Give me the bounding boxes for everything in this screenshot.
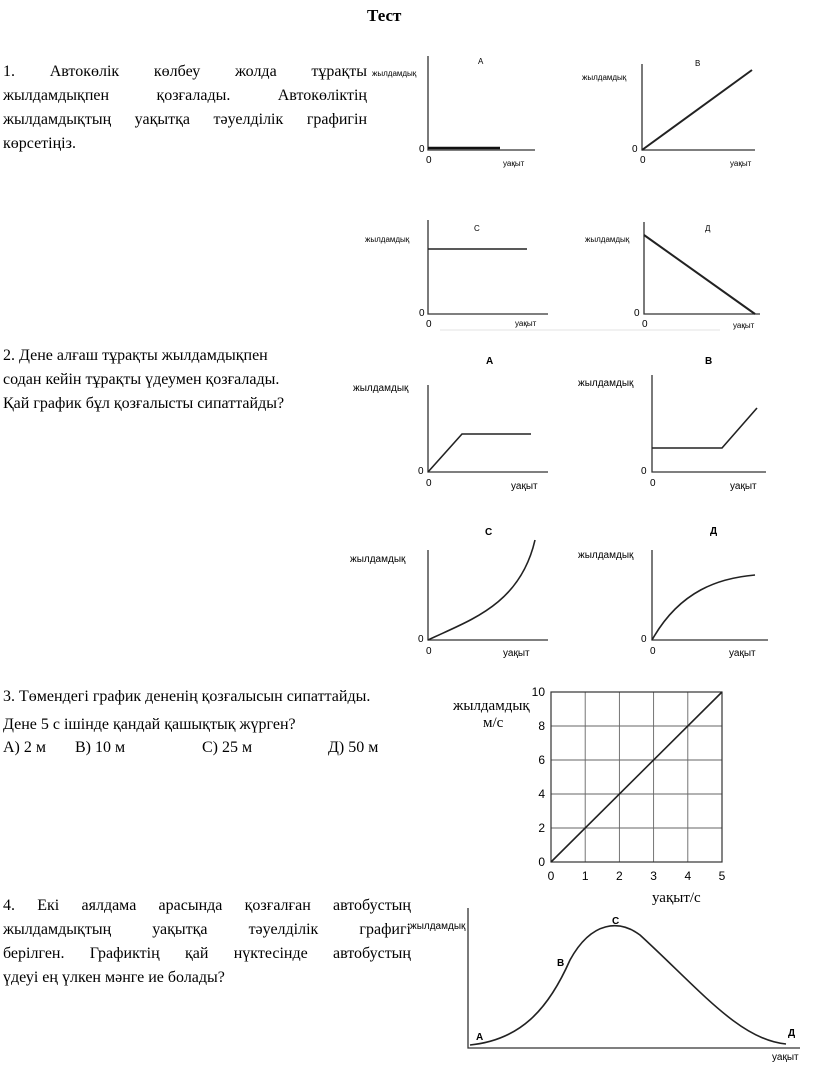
- q2-graph-a-origin-x: 0: [426, 478, 432, 489]
- q3-chart-ylabel-2: м/с: [483, 715, 504, 731]
- q4-graph-xlabel: уақыт: [772, 1052, 799, 1063]
- q1-graph-a-origin-x: 0: [426, 155, 432, 166]
- q3-ytick-label: 10: [531, 685, 545, 699]
- q1-graph-c-origin-y: 0: [419, 308, 425, 319]
- q3-line1: 3. Төмендегі график дененің қозғалысын сипаттайды.: [3, 688, 371, 705]
- q2-graph-d-origin-y: 0: [641, 634, 647, 645]
- q4-point-b: В: [557, 958, 565, 969]
- q3-option-a[interactable]: А) 2 м: [3, 739, 47, 756]
- q3-xtick-label: 5: [718, 869, 726, 883]
- q4-line: үдеуі ең үлкен мәнге ие болады?: [3, 969, 225, 986]
- q1-graph-b-origin-x: 0: [640, 155, 646, 166]
- q3-xtick-label: 1: [581, 869, 589, 883]
- q3-xtick-label: 4: [684, 869, 692, 883]
- q1-line: жылдамдықпен қозғалады. Автокөліктің: [3, 87, 367, 104]
- q2-line: содан кейін тұрақты үдеумен қозғалады.: [3, 371, 280, 388]
- q2-graph-b-xlabel: уақыт: [730, 481, 757, 492]
- q2-graph-a-origin-y: 0: [418, 466, 424, 477]
- q3-ytick-label: 6: [538, 753, 545, 767]
- page-title: Тест: [367, 6, 402, 25]
- q2-graph-d-xlabel: уақыт: [729, 648, 756, 659]
- q1-graph-d-letter: Д: [705, 224, 711, 233]
- q2-graph-c-origin-x: 0: [426, 646, 432, 657]
- q1-graph-c-xlabel: уақыт: [515, 319, 537, 328]
- q1-line: жылдамдықтың уақытқа тәуелділік графигін: [3, 111, 367, 128]
- q2-graph-c-xlabel: уақыт: [503, 648, 530, 659]
- q2-graph-b-ylabel: жылдамдық: [578, 378, 634, 389]
- q3-line2: Дене 5 с ішінде қандай қашықтық жүрген?: [3, 716, 296, 733]
- q1-graph-d-xlabel: уақыт: [733, 321, 755, 330]
- q1-graph-b-origin-y: 0: [632, 144, 638, 155]
- q2-line: Қай график бұл қозғалысты сипаттайды?: [3, 395, 285, 412]
- q3-xtick-label: 2: [616, 869, 623, 883]
- q4-graph-axes: [468, 908, 800, 1048]
- q2-graph-a-letter: А: [486, 356, 494, 367]
- q2-graph-c-letter: С: [485, 527, 493, 538]
- q4-graph-ylabel: жылдамдық: [410, 921, 466, 932]
- q3-ytick-label: 2: [538, 821, 545, 835]
- q3-xtick-label: 3: [650, 869, 657, 883]
- q2-graph-a-ylabel: жылдамдық: [353, 383, 409, 394]
- q3-option-b[interactable]: В) 10 м: [75, 739, 126, 756]
- q1-graph-d-origin-y: 0: [634, 308, 640, 319]
- q1-line: 1. Автокөлік көлбеу жолда тұрақты: [3, 63, 367, 80]
- q2-graph-b-origin-y: 0: [641, 466, 647, 477]
- q1-graph-b-ylabel: жылдамдық: [582, 73, 627, 82]
- q2-graph-d-origin-x: 0: [650, 646, 656, 657]
- q2-graph-c-ylabel: жылдамдық: [350, 554, 406, 565]
- q3-ytick-label: 8: [538, 719, 545, 733]
- q2-line: 2. Дене алғаш тұрақты жылдамдықпен: [3, 347, 268, 364]
- q2-graph-b-origin-x: 0: [650, 478, 656, 489]
- q4-line: 4. Екі аялдама арасында қозғалған автобустың: [3, 897, 411, 914]
- q1-graph-d-ylabel: жылдамдық: [585, 235, 630, 244]
- q1-graph-b-letter: В: [695, 59, 701, 68]
- q1-graph-a-xlabel: уақыт: [503, 159, 525, 168]
- q4-graph-curve: [470, 926, 786, 1045]
- q2-graph-a-xlabel: уақыт: [511, 481, 538, 492]
- q3-chart-xlabel: уақыт/с: [652, 890, 701, 906]
- q4-point-a: А: [476, 1032, 484, 1043]
- q1-graph-a-origin-y: 0: [419, 144, 425, 155]
- q3-option-d[interactable]: Д) 50 м: [328, 739, 379, 756]
- q3-option-c[interactable]: С) 25 м: [202, 739, 253, 756]
- q1-line: көрсетіңіз.: [3, 135, 76, 152]
- q4-point-d: Д: [788, 1028, 796, 1039]
- q3-chart-ylabel-1: жылдамдық: [453, 698, 530, 714]
- q1-graph-c-ylabel: жылдамдық: [365, 235, 410, 244]
- q1-graph-a-ylabel: жылдамдық: [372, 69, 417, 78]
- q3-ytick-label: 4: [538, 787, 545, 801]
- q3-ytick-label: 0: [538, 855, 545, 869]
- q2-graph-c-origin-y: 0: [418, 634, 424, 645]
- q4-line: жылдамдықтың уақытқа тәуелділік графигі: [3, 921, 411, 938]
- q2-graph-b-letter: В: [705, 356, 713, 367]
- q1-graph-c-letter: С: [474, 224, 480, 233]
- q3-xtick-label: 0: [547, 869, 555, 883]
- q1-graph-c-origin-x: 0: [426, 319, 432, 330]
- q1-graph-b-xlabel: уақыт: [730, 159, 752, 168]
- q1-graph-d-origin-x: 0: [642, 319, 648, 330]
- q1-graph-a-letter: А: [478, 57, 484, 66]
- q2-graph-d-letter: Д: [710, 526, 718, 537]
- q4-point-c: С: [612, 916, 620, 927]
- q4-line: берілген. Графиктің қай нүктесінде автобустың: [3, 945, 411, 962]
- q2-graph-d-ylabel: жылдамдық: [578, 550, 634, 561]
